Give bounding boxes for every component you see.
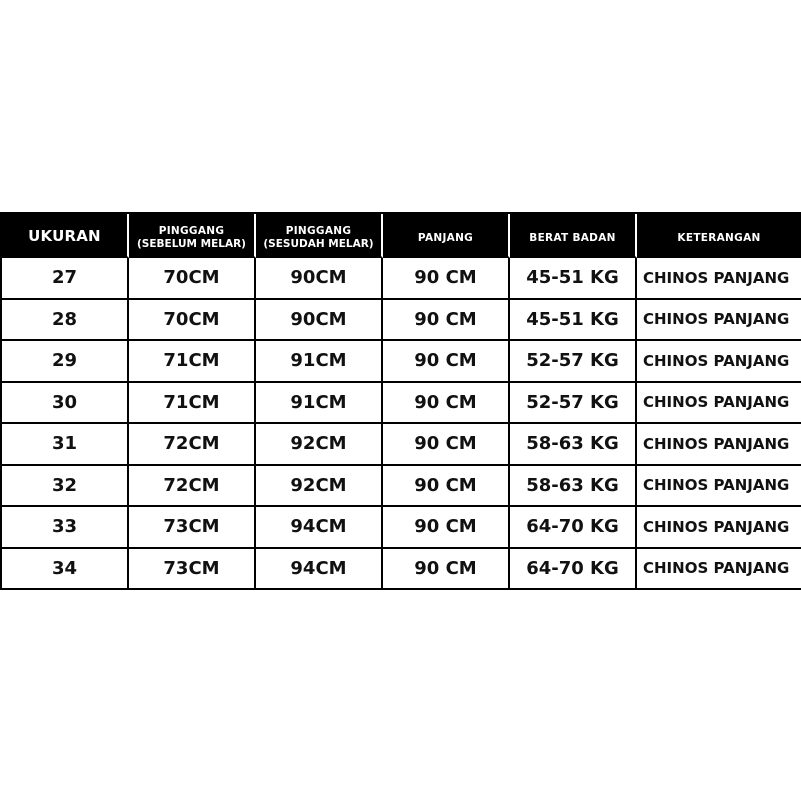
pinggang-sesudah-cell: 90CM [256,258,383,300]
table-row [2,549,801,591]
pinggang-sesudah-cell: 94CM [256,549,383,591]
keterangan-cell: CHINOS PANJANG [637,258,801,300]
panjang-cell: 90 CM [383,300,510,342]
pinggang-sebelum-cell: 71CM [129,341,256,383]
pinggang-sesudah-cell: 94CM [256,507,383,549]
panjang-cell: 90 CM [383,258,510,300]
table-body [2,258,801,590]
pinggang-sesudah-cell: 91CM [256,383,383,425]
ukuran-cell: 33 [2,507,129,549]
header-keterangan: KETERANGAN [637,214,801,258]
keterangan-cell: CHINOS PANJANG [637,383,801,425]
ukuran-cell: 27 [2,258,129,300]
panjang-cell: 90 CM [383,549,510,591]
pinggang-sesudah-cell: 90CM [256,300,383,342]
table-row [2,383,801,425]
panjang-cell: 90 CM [383,424,510,466]
panjang-cell: 90 CM [383,507,510,549]
table-row [2,507,801,549]
panjang-cell: 90 CM [383,383,510,425]
table-row [2,341,801,383]
pinggang-sebelum-cell: 70CM [129,300,256,342]
pinggang-sesudah-cell: 92CM [256,466,383,508]
keterangan-cell: CHINOS PANJANG [637,300,801,342]
berat-badan-cell: 52-57 KG [510,383,637,425]
header-berat-badan: BERAT BADAN [510,214,637,258]
ukuran-cell: 28 [2,300,129,342]
pinggang-sesudah-cell: 91CM [256,341,383,383]
berat-badan-cell: 58-63 KG [510,424,637,466]
pinggang-sebelum-cell: 73CM [129,507,256,549]
keterangan-cell: CHINOS PANJANG [637,424,801,466]
pinggang-sesudah-cell: 92CM [256,424,383,466]
berat-badan-cell: 45-51 KG [510,300,637,342]
header-pinggang-sesudah: PINGGANG (SESUDAH MELAR) [256,214,383,258]
table-row [2,424,801,466]
header-row [2,214,801,258]
pinggang-sebelum-cell: 70CM [129,258,256,300]
keterangan-cell: CHINOS PANJANG [637,341,801,383]
table-row [2,466,801,508]
panjang-cell: 90 CM [383,466,510,508]
ukuran-cell: 30 [2,383,129,425]
berat-badan-cell: 64-70 KG [510,549,637,591]
pinggang-sebelum-cell: 72CM [129,466,256,508]
header-ukuran: UKURAN [2,214,129,258]
table-header [2,214,801,258]
berat-badan-cell: 58-63 KG [510,466,637,508]
pinggang-sebelum-cell: 71CM [129,383,256,425]
panjang-cell: 90 CM [383,341,510,383]
keterangan-cell: CHINOS PANJANG [637,507,801,549]
ukuran-cell: 34 [2,549,129,591]
pinggang-sebelum-cell: 72CM [129,424,256,466]
berat-badan-cell: 64-70 KG [510,507,637,549]
ukuran-cell: 29 [2,341,129,383]
keterangan-cell: CHINOS PANJANG [637,466,801,508]
ukuran-cell: 31 [2,424,129,466]
table-row [2,300,801,342]
pinggang-sebelum-cell: 73CM [129,549,256,591]
header-pinggang-sebelum: PINGGANG (SEBELUM MELAR) [129,214,256,258]
table-row [2,258,801,300]
ukuran-cell: 32 [2,466,129,508]
keterangan-cell: CHINOS PANJANG [637,549,801,591]
size-chart-table [0,212,801,590]
berat-badan-cell: 52-57 KG [510,341,637,383]
header-panjang: PANJANG [383,214,510,258]
berat-badan-cell: 45-51 KG [510,258,637,300]
